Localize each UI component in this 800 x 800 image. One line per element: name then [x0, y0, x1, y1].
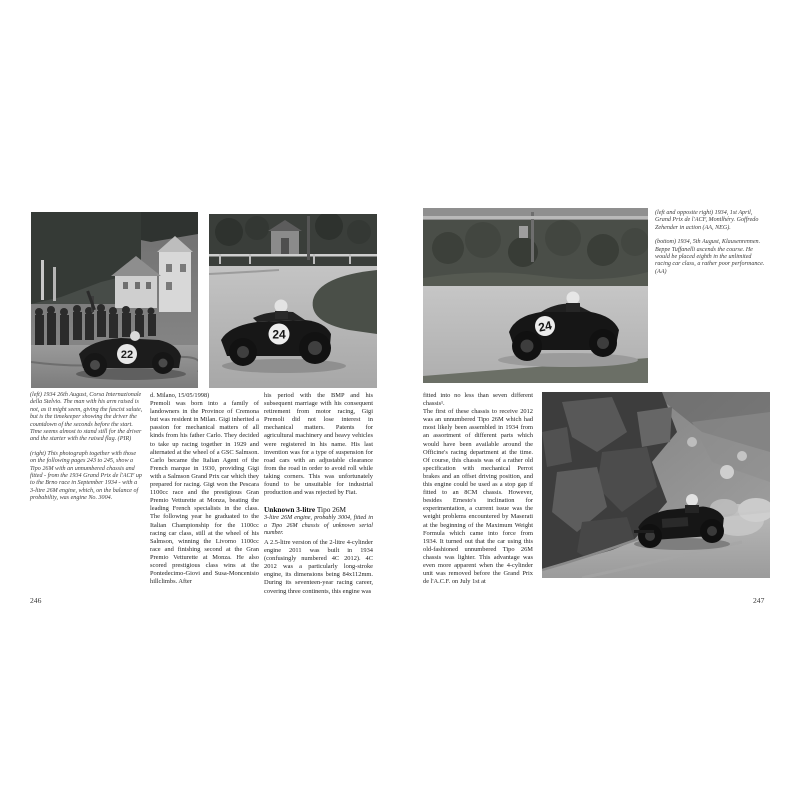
left-column-2	[264, 392, 373, 596]
page-number-right: 247	[753, 596, 765, 605]
flag	[53, 267, 56, 301]
paragraph: fitted into no less than seven different chassis¹.	[423, 392, 533, 408]
photo-montlhery-24	[423, 208, 648, 383]
car-number-roundel: 24	[272, 327, 286, 342]
left-page-captions	[30, 392, 143, 510]
photo-hairpin-24	[209, 214, 377, 388]
photo-stelvio-start	[31, 212, 198, 388]
right-page-captions	[655, 210, 767, 283]
caption-bottom: (bottom) 1934, 5th August, Klausenrennen. Beppe Tuffanelli ascends the course. He would be placed eighth in the unlimited racing car class, a rather poor performance. (AA)	[655, 239, 765, 275]
left-column-1	[150, 392, 259, 586]
section-subhead: 3-litre 26M engine, probably 3004, fitted in a Tipo 26M chassis of unknown serial number.	[264, 515, 373, 537]
paragraph: Premoli was born into a family of landowners in the Province of Cremona but was resident in Milan. Gigi inherited a passion for mechanical matters of all kinds from his father Carlo. They decided to take up racing together in 1929 and alternated at the wheel of a GSC Salmson. Carlo became the Italian Agent of the French marque in 1930, providing Gigi with a Salmson Grand Prix car which they prepared for racing. Gigi won the Pescara 1100cc race and the prestigious Gran Premio Vetturette at Monza, beating the leading French specialists in the class. The following year he graduated to the Italian Championship for the 1100cc racing car class, still at the wheel of his Salmson, winning the Livorno 1100cc race and finishing second at the Gran Premio Vetturette at Monza. He also scored prestigious class wins at the Pontedecimo-Giovi and Susa-Moncenisio hillclimbs. After	[150, 400, 259, 586]
radiator-grille	[662, 517, 689, 528]
caption-photo-left: (left) 1934 26th August, Corsa Internazionale della Stelvio. The man with his arm raised is not, as it might seem, giving the fascist salute, but is the timekeeper showing the driver the countdown of the seconds before the start. Time seems almost to stand still for the driver and the starter with the raised flag. (PIR)	[30, 392, 143, 443]
paragraph: The first of these chassis to receive 2012 was an unnumbered Tipo 26M which had most likely been assembled in 1934 from an assortment of different parts which would have been available around the Officine's racing department at the time. Of course, this chassis was of a rather old specification with mechanical Perrot brakes and an offset driving position, and this engine could be used as a stop gap if fitted to an 8CM chassis. However, besides Ernesto's inclination for experimentation, a current issue was the weight problems encountered by Maserati at the beginning of the Maximum Weight Formula which came into force from 1934. It turned out that the car using this old-fashioned unnumbered Tipo 26M chassis was lighter. This advantage was even more apparent when the 4-cylinder unit was removed before the Grand Prix de l'A.C.F. on July 1st at	[423, 408, 533, 586]
paragraph: his period with the BMP and his subsequent marriage with his consequent retirement from motor racing, Gigi Premoli did not lose interest in mechanical matters. Patents for agricultural machinery and heavy vehicles were registered in his name. His last invention was for a type of suspension for road cars with an adjustable clearance from the road in order to avoid roll while taking corners. This was unfortunately found to be unsuitable for industrial production and was rejected by Fiat.	[264, 392, 373, 497]
trackside-sign	[519, 226, 528, 238]
page-number-left: 246	[30, 596, 42, 605]
caption-photo-right: (right) This photograph together with those on the following pages 243 to 245, show a Tipo 26M with an unnumbered chassis and fitted - from the 1934 Grand Prix de l'ACF up to the Brno race in September 1934 - with a 3-litre 26M engine, which, on the balance of probability, was engine No. 3004.	[30, 450, 142, 502]
guard-fence	[209, 254, 377, 257]
driver-helmet	[567, 292, 580, 305]
section-heading	[264, 505, 373, 514]
car-number-roundel: 24	[537, 318, 554, 335]
paragraph: A 2.5-litre version of the 2-litre 4-cylinder engine 2011 was built in 1934 (confusingly numbered 4C 2012). 4C 2012 was a particularly long-stroke engine, its dimensions being 84x112mm. During its seventeen-year racing career, covering three continents, this engine was	[264, 539, 373, 595]
driver-helmet	[686, 494, 698, 506]
photo-klausen-climb	[542, 392, 770, 578]
photo-stelvio-start-art	[31, 212, 198, 388]
guard-rail	[423, 216, 648, 219]
pole	[531, 212, 534, 262]
driver-helmet	[130, 331, 140, 341]
driver-helmet	[275, 300, 288, 313]
paragraph: d. Milano, 15/05/1998)	[150, 392, 210, 399]
pole	[307, 216, 310, 260]
photo-klausen-climb-art	[542, 392, 770, 578]
photo-hairpin-24-art	[209, 214, 377, 388]
right-column-1	[423, 392, 533, 586]
photo-montlhery-24-art	[423, 208, 648, 383]
section-heading-bold: Unknown 3-litre	[264, 505, 316, 515]
car-number-roundel: 22	[120, 349, 134, 361]
flag	[41, 260, 44, 300]
caption-top: (left and opposite right) 1934, 1st April, Grand Prix de l'ACF, Montlhéry. Goffredo Zehender in action (AA, NEG).	[655, 210, 759, 231]
section-heading-model: Tipo 26M	[315, 505, 346, 515]
